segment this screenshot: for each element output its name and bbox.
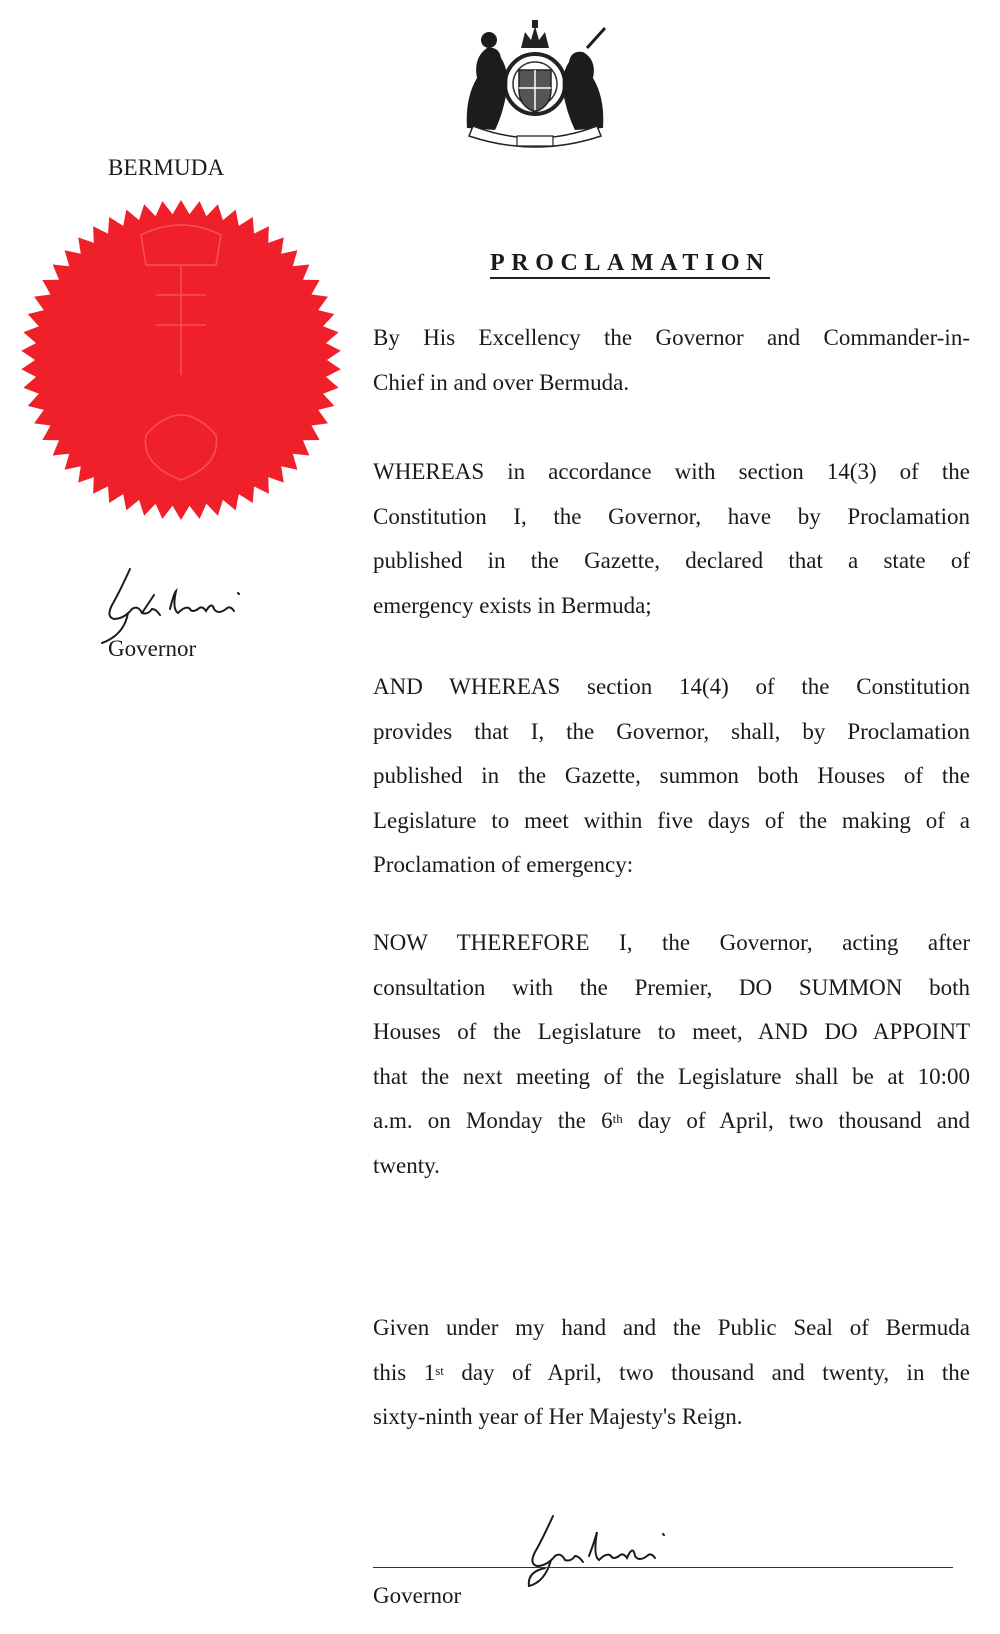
- signature-line: [373, 1567, 953, 1568]
- text-line: Legislature to meet within five days of the making of a: [373, 807, 970, 833]
- country-label: BERMUDA: [108, 155, 225, 180]
- text-line: consultation with the Premier, DO SUMMON both: [373, 974, 970, 1000]
- text-fragment: day of April, two thousand and twenty, in the: [443, 1359, 971, 1385]
- text-line: provides that I, the Governor, shall, by Proclamation: [373, 718, 970, 744]
- text-line: NOW THEREFORE I, the Governor, acting after: [373, 930, 970, 955]
- paragraph-preamble: [373, 316, 970, 405]
- public-seal: [16, 195, 346, 525]
- text-line: published in the Gazette, summon both Houses of the: [373, 763, 970, 788]
- text-fragment: this 1: [373, 1359, 436, 1385]
- text-line: Given under my hand and the Public Seal of Bermuda: [373, 1315, 970, 1340]
- text-line: published in the Gazette, declared that a state of: [373, 548, 970, 573]
- bottom-governor-label: Governor: [373, 1583, 462, 1608]
- left-governor-label: Governor: [108, 636, 197, 661]
- text-line: Constitution I, the Governor, have by Proclamation: [373, 503, 970, 529]
- coat-of-arms-emblem: [455, 18, 615, 148]
- text-line: sixty-ninth year of Her Majesty's Reign.: [373, 1404, 743, 1429]
- paragraph-given-under: [373, 1306, 970, 1440]
- text-line: that the next meeting of the Legislature shall be at 10:00: [373, 1063, 970, 1089]
- text-line-meeting-date: [373, 1099, 970, 1144]
- text-line: Proclamation of emergency:: [373, 852, 634, 877]
- text-line: By His Excellency the Governor and Commander-in-: [373, 325, 970, 350]
- text-line: AND WHEREAS section 14(4) of the Constitution: [373, 674, 970, 699]
- ordinal-suffix: st: [435, 1362, 444, 1378]
- governor-signature-left: [98, 565, 258, 645]
- paragraph-and-whereas: [373, 665, 970, 888]
- text-fragment: day of April, two thousand and: [622, 1108, 971, 1133]
- text-line: emergency exists in Bermuda;: [373, 592, 652, 618]
- text-line-date: [373, 1351, 970, 1396]
- paragraph-now-therefore: [373, 921, 970, 1188]
- document-title: PROCLAMATION: [490, 250, 770, 279]
- ordinal-suffix: th: [612, 1111, 623, 1126]
- text-line: Houses of the Legislature to meet, AND DO APPOINT: [373, 1019, 970, 1044]
- governor-signature-bottom: [523, 1512, 693, 1587]
- text-line: Chief in and over Bermuda.: [373, 369, 630, 395]
- text-line: twenty.: [373, 1152, 440, 1178]
- text-line: WHEREAS in accordance with section 14(3) of the: [373, 459, 970, 484]
- text-fragment: a.m. on Monday the 6: [373, 1108, 613, 1133]
- paragraph-whereas: [373, 450, 970, 628]
